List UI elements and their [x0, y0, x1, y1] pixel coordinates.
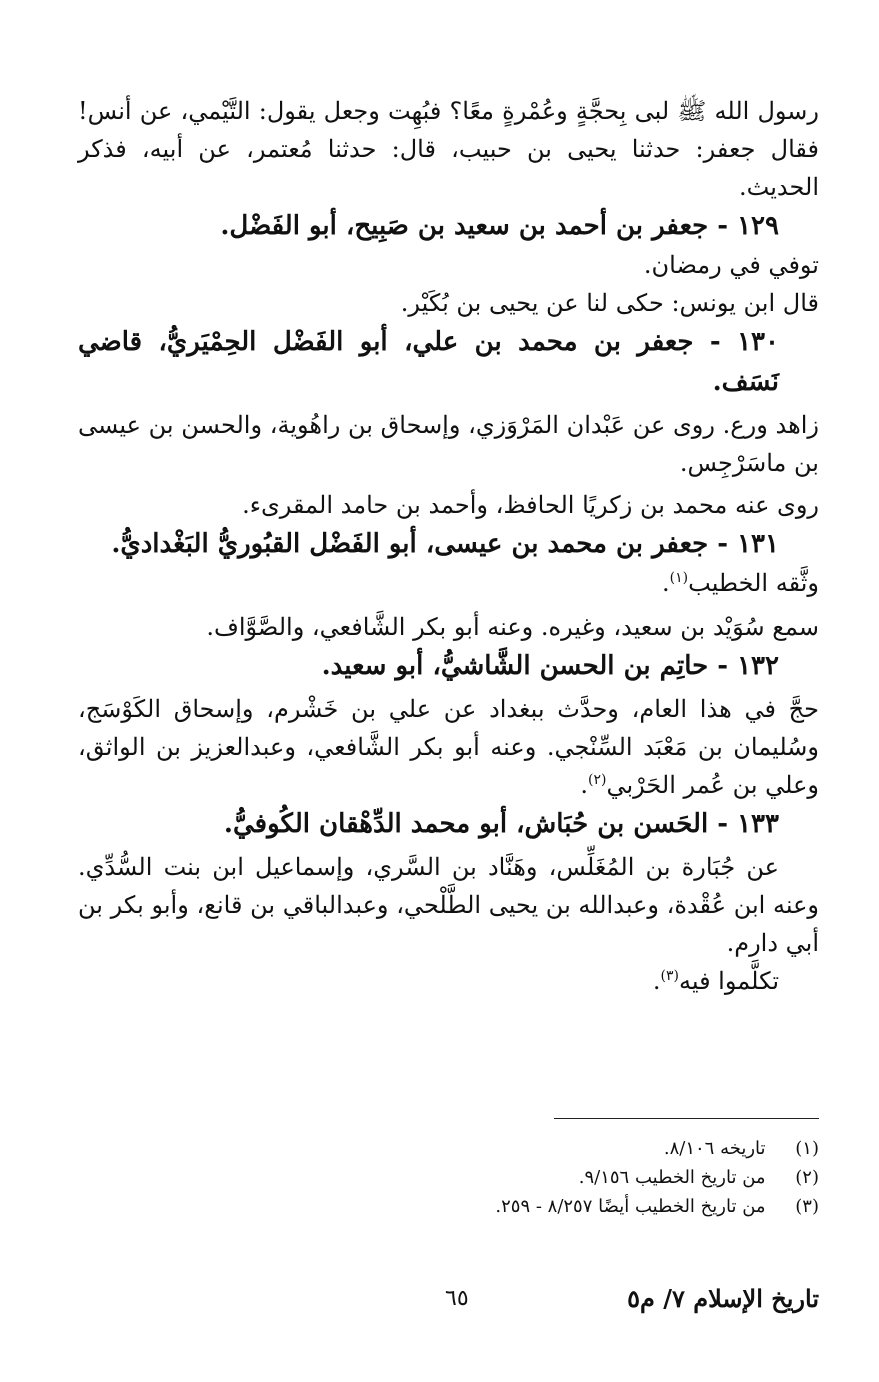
- footnote-ref: (٢): [588, 772, 607, 788]
- footnote: [78, 1163, 819, 1192]
- paragraph-end: .: [652, 967, 661, 995]
- entry-title-text: ١٢٩ - جعفر بن أحمد بن سعيد بن صَبِيح، أبو الفَضْل.: [220, 211, 779, 241]
- paragraph-end: .: [580, 771, 588, 799]
- paragraph-text: وثَّقه الخطيب: [688, 569, 819, 597]
- paragraph-text: عن جُبَارة بن المُغَلِّس، وهَنَّاد بن السَّري، وإسماعيل ابن بنت السُّدِّي. وعنه ابن عُقْدة، وعبدالله بن يحيى الطَّلْحي، وعبدالباقي بن قانع، وأبو بكر بن أبي دارم.: [78, 853, 819, 957]
- footnote-text: من تاريخ الخطيب ٩/١٥٦.: [578, 1167, 766, 1188]
- book-signature: تاريخ الإسلام ٧/ م٥: [627, 1284, 819, 1313]
- page-number: ٦٥: [445, 1286, 469, 1311]
- paragraph: [78, 962, 819, 1000]
- footnote-ref: (١): [669, 570, 689, 586]
- page-footer: [60, 1284, 819, 1324]
- paragraph-text: زاهد ورع. روى عن عَبْدان المَرْوَزي، وإسحاق بن راهُوية، والحسن بن عيسى بن ماسَرْجِس.: [78, 411, 820, 477]
- paragraph-text: حجَّ في هذا العام، وحدَّث ببغداد عن علي بن خَشْرم، وإسحاق الكَوْسَج، وسُليمان بن مَعْبَد السِّنْجي. وعنه أبو بكر الشَّافعي، وعبدالعزيز بن الواثق، وعلي بن عُمر الحَرْبي: [78, 695, 819, 799]
- main-text: [78, 92, 819, 1000]
- entry-title-text: ١٣٠ - جعفر بن محمد بن علي، أبو الفَضْل الحِمْيَريُّ، قاضي نَسَف.: [78, 327, 779, 397]
- entry-title-text: ١٣١ - جعفر بن محمد بن عيسى، أبو الفَضْل القبُوريُّ البَغْداديُّ.: [111, 529, 779, 559]
- entry-title-text: ١٣٣ - الحَسن بن حُبَاش، أبو محمد الدِّهْقان الكُوفيُّ.: [223, 809, 779, 839]
- paragraph: [78, 92, 819, 206]
- paragraph: [78, 284, 819, 322]
- footnote-number: (٢): [795, 1167, 819, 1188]
- footnote-text: تاريخه ٨/١٠٦.: [663, 1138, 766, 1159]
- paragraph: [78, 564, 819, 602]
- paragraph-text: تكلَّموا فيه: [678, 967, 779, 995]
- paragraph: [78, 608, 819, 646]
- entry-title-132: [78, 646, 819, 686]
- footnote-text: من تاريخ الخطيب أيضًا ٨/٢٥٧ - ٢٥٩.: [495, 1196, 766, 1217]
- paragraph: [78, 406, 819, 482]
- footnotes: [78, 1134, 819, 1221]
- paragraph-text: روى عنه محمد بن زكريًا الحافظ، وأحمد بن حامد المقرىء.: [242, 491, 819, 519]
- entry-title-129: [78, 206, 819, 246]
- entry-title-131: [78, 524, 819, 564]
- paragraph-text: رسول الله ﷺ لبى بِحجَّةٍ وعُمْرةٍ معًا؟ فبُهِت وجعل يقول: التَّيْمي، عن أنس! فقال جعفر: حدثنا يحيى بن حبيب، قال: حدثنا مُعتمر، عن أبيه، فذكر الحديث.: [78, 97, 819, 201]
- paragraph: [78, 246, 819, 284]
- entry-title-133: [78, 804, 819, 844]
- paragraph: [78, 486, 819, 524]
- paragraph: [78, 690, 819, 804]
- footnote-number: (١): [795, 1138, 819, 1159]
- entry-title-text: ١٣٢ - حاتِم بن الحسن الشَّاشيُّ، أبو سعيد.: [321, 651, 779, 681]
- paragraph-text: سمع سُوَيْد بن سعيد، وغيره. وعنه أبو بكر الشَّافعي، والصَّوَّاف.: [206, 613, 819, 641]
- paragraph-end: .: [662, 569, 670, 597]
- footnote: [78, 1192, 819, 1221]
- paragraph: [78, 848, 819, 962]
- paragraph-text: توفي في رمضان.: [643, 251, 819, 279]
- footnote: [78, 1134, 819, 1163]
- footnote-ref: (٣): [660, 968, 679, 984]
- footnote-divider: [554, 1118, 819, 1119]
- footnote-number: (٣): [795, 1196, 819, 1217]
- paragraph-text: قال ابن يونس: حكى لنا عن يحيى بن بُكَيْر.: [400, 289, 819, 317]
- entry-title-130: [78, 322, 819, 402]
